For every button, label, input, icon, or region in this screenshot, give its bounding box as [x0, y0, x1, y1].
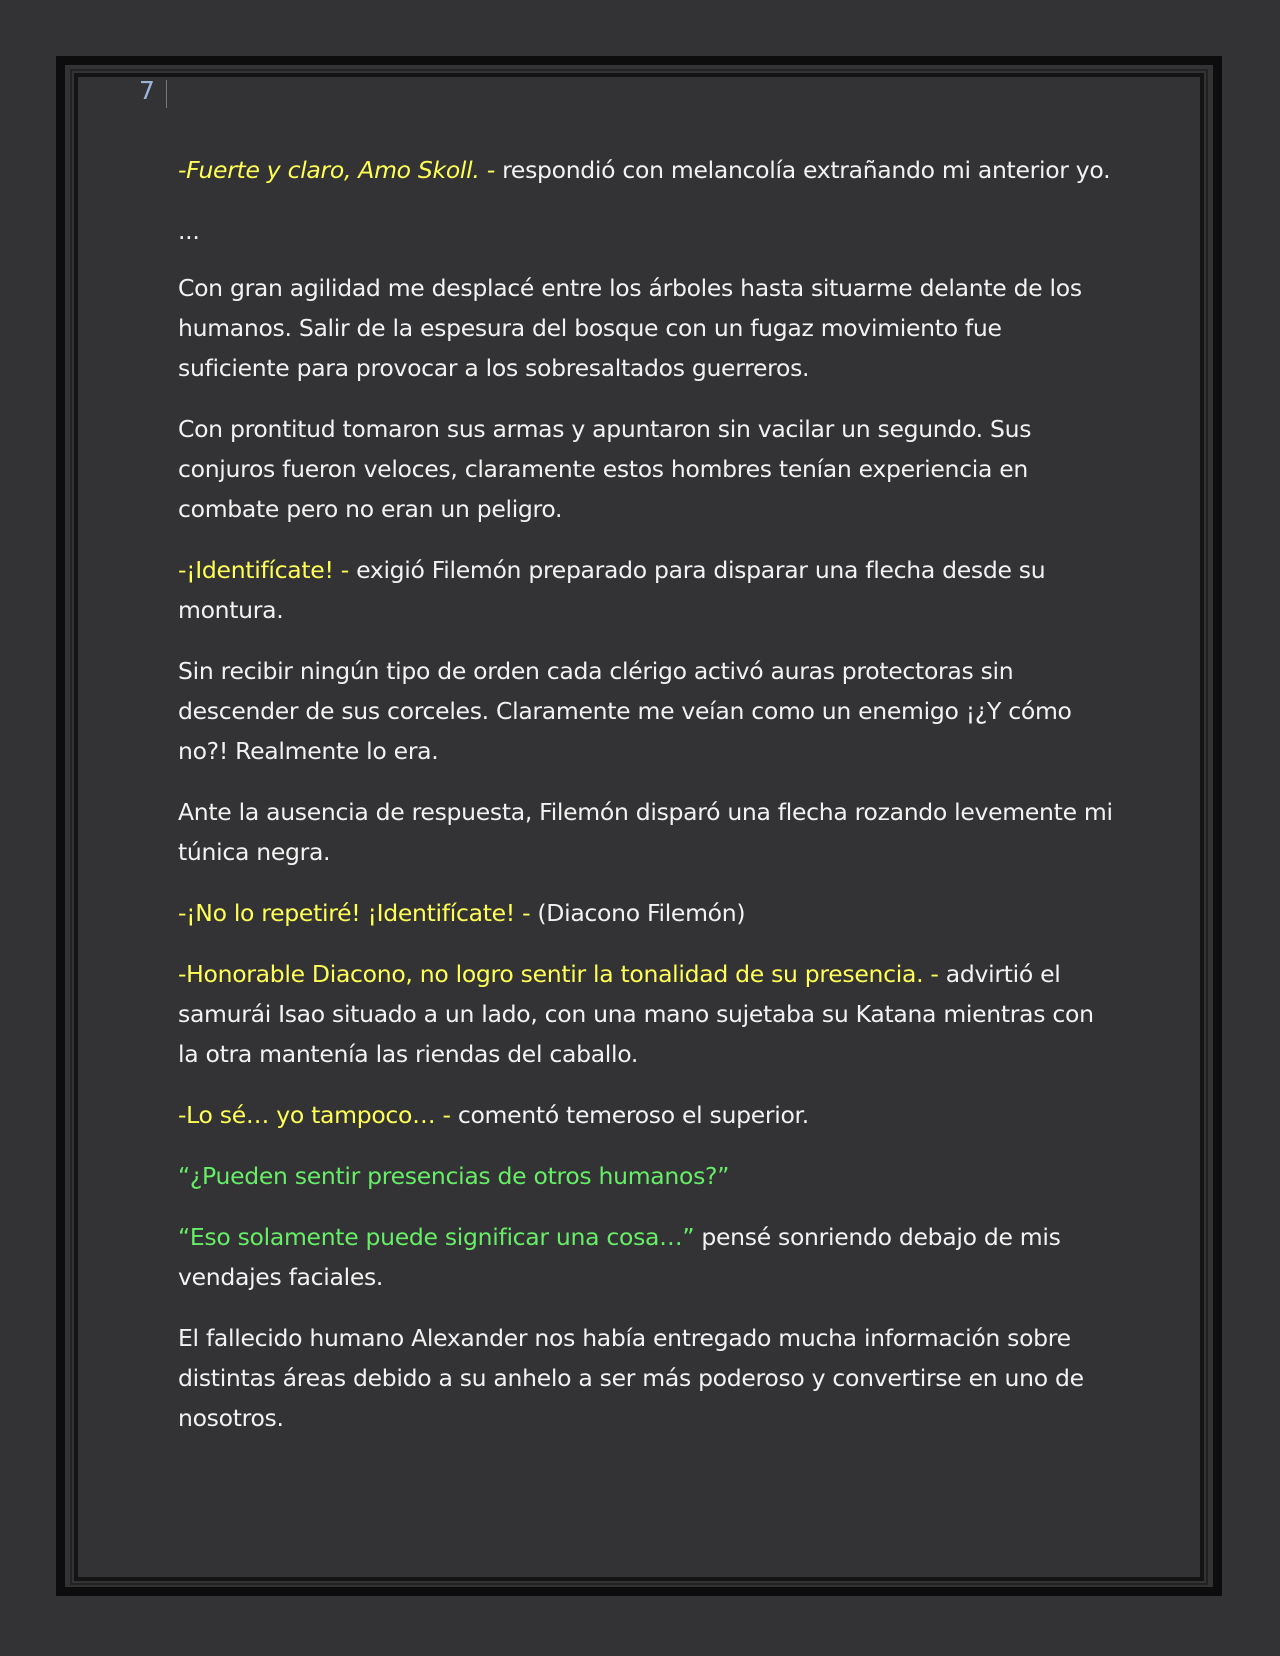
story-text — [178, 150, 1113, 1459]
paragraph-3: Con gran agilidad me desplacé entre los árboles hasta situarme delante de los humanos. Salir de la espesura del bosque con un fugaz movimiento fue suficiente para provocar a los sobresaltados guerreros. — [178, 274, 1082, 382]
paragraph-5 — [178, 550, 1113, 630]
paragraph-12 — [178, 1217, 1113, 1297]
text-cursor — [166, 80, 167, 108]
narration: exigió Filemón preparado para disparar una flecha desde su montura. — [178, 556, 1046, 624]
paragraph-11 — [178, 1156, 1113, 1196]
paragraph-9 — [178, 954, 1113, 1074]
narration: comentó temeroso el superior. — [450, 1101, 809, 1129]
narration: advirtió el samurái Isao situado a un lado, con una mano sujetaba su Katana mientras con la otra mantenía las riendas del caballo. — [178, 960, 1094, 1068]
narration: pensé sonriendo debajo de mis vendajes faciales. — [178, 1223, 1061, 1291]
dialogue: -¡Identifícate! - — [178, 556, 349, 584]
dialogue: -¡No lo repetiré! ¡Identifícate! - — [178, 899, 531, 927]
thought: “¿Pueden sentir presencias de otros humanos?” — [178, 1162, 730, 1190]
paragraph-1 — [178, 150, 1113, 190]
dialogue: -Lo sé… yo tampoco… - — [178, 1101, 451, 1129]
paragraph-6: Sin recibir ningún tipo de orden cada clérigo activó auras protectoras sin descender de sus corceles. Claramente me veían como un enemigo ¡¿Y cómo no?! Realmente lo era. — [178, 657, 1072, 765]
narration: respondió con melancolía extrañando mi anterior yo. — [494, 156, 1111, 184]
paragraph-10 — [178, 1095, 1113, 1135]
page-number: 7 — [139, 76, 155, 105]
paragraph-13: El fallecido humano Alexander nos había entregado mucha información sobre distintas áreas debido a su anhelo a ser más poderoso y convertirse en uno de nosotros. — [178, 1324, 1084, 1432]
dialogue: -Fuerte y claro, Amo Skoll. - — [178, 156, 495, 184]
paragraph-7: Ante la ausencia de respuesta, Filemón disparó una flecha rozando levemente mi túnica negra. — [178, 798, 1113, 866]
paragraph-4: Con prontitud tomaron sus armas y apuntaron sin vacilar un segundo. Sus conjuros fueron veloces, claramente estos hombres tenían experiencia en combate pero no eran un peligro. — [178, 415, 1032, 523]
dialogue: -Honorable Diacono, no logro sentir la tonalidad de su presencia. - — [178, 960, 939, 988]
thought: “Eso solamente puede significar una cosa…” — [178, 1223, 695, 1251]
narration: (Diacono Filemón) — [530, 899, 746, 927]
paragraph-8 — [178, 893, 1113, 933]
paragraph-2: ... — [178, 217, 200, 245]
